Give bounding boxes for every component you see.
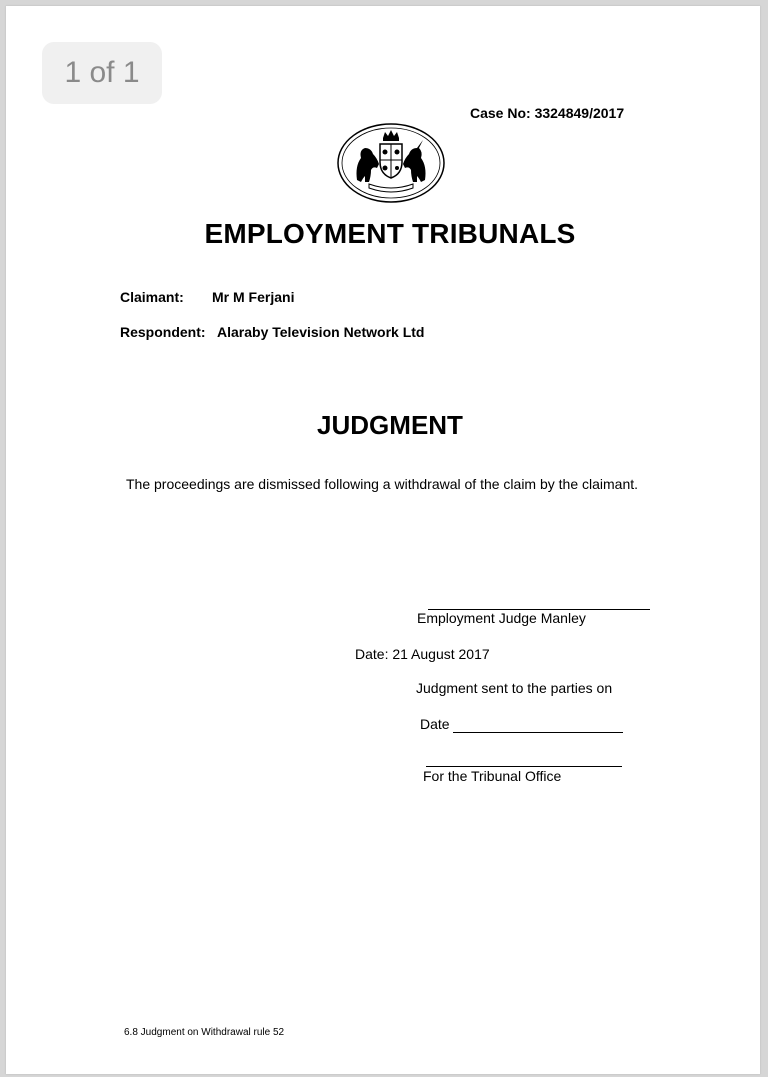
judgment-heading: JUDGMENT [317,410,463,440]
document-page [6,6,760,1074]
judgment-date: Date: 21 August 2017 [355,646,490,662]
document-footer: 6.8 Judgment on Withdrawal rule 52 [124,1027,285,1038]
document-title: EMPLOYMENT TRIBUNALS [204,218,576,249]
sent-date-label: Date [420,716,450,732]
case-number: Case No: 3324849/2017 [470,105,625,121]
claimant-name: Mr M Ferjani [212,289,295,305]
sent-date-line [453,732,623,733]
tribunal-office-label: For the Tribunal Office [423,768,562,784]
royal-coat-of-arms-icon [335,122,447,204]
judge-name: Employment Judge Manley [417,610,586,626]
respondent-name: Alaraby Television Network Ltd [217,324,425,340]
respondent-label: Respondent: [120,324,206,340]
judgment-body: The proceedings are dismissed following a withdrawal of the claim by the claimant. [126,476,639,492]
claimant-label: Claimant: [120,289,184,305]
page-counter-badge: 1 of 1 [42,42,162,104]
sent-to-parties-text: Judgment sent to the parties on [416,680,613,696]
tribunal-office-signature-line [426,766,622,767]
